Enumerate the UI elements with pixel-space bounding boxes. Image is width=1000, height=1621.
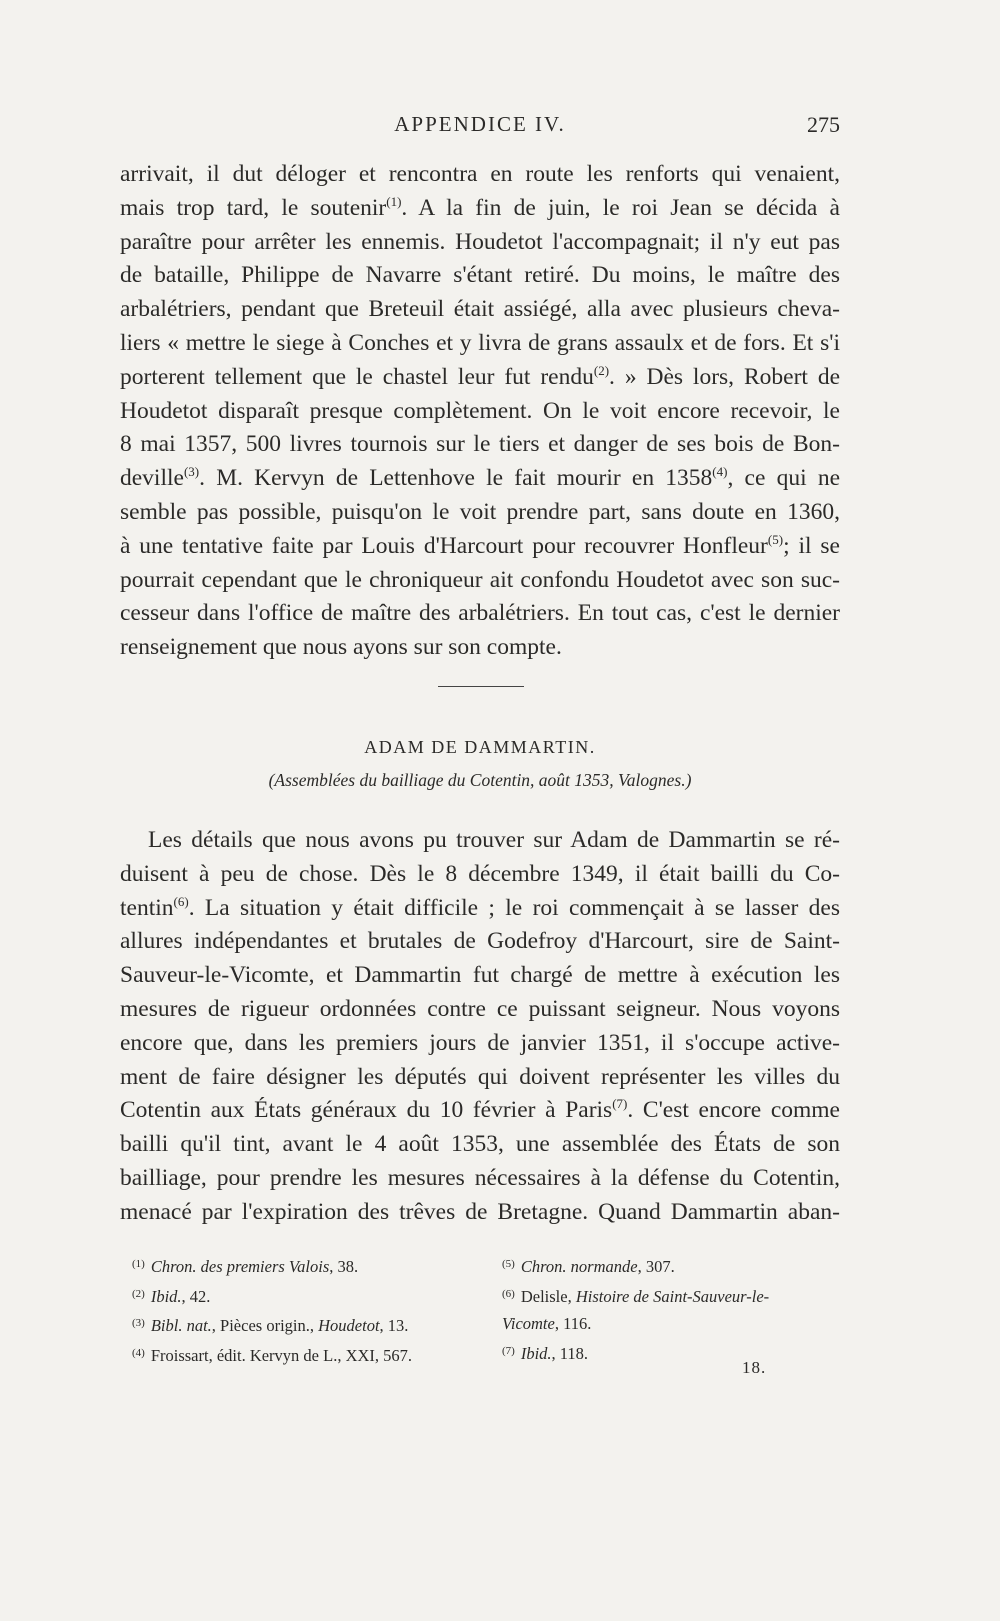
footnote-6-continued: Vicomte, 116. — [502, 1314, 592, 1333]
footnotes-right-column — [502, 1251, 842, 1367]
text-line: semble pas possible, puisqu'on le voit prendre part, sans doute en 1360, — [120, 498, 840, 525]
section-title: ADAM DE DAMMARTIN. — [364, 737, 596, 757]
footnote-2: $^{(2)}$ Ibid., 42. — [132, 1286, 211, 1306]
text-line: Cotentin aux États généraux du 10 février à Paris$^{(7)}$. C'est encore comme — [120, 1096, 840, 1124]
text-line: bailli qu'il tint, avant le 4 août 1353, une assemblée des États de son — [120, 1131, 840, 1158]
section-divider — [438, 686, 524, 687]
footnote-6: $^{(6)}$ Delisle, Histoire de Saint-Sauveur-le- — [502, 1286, 770, 1306]
text-line: mais trop tard, le soutenir$^{(1)}$. A la fin de juin, le roi Jean se décida à — [120, 193, 840, 221]
footnote-5: $^{(5)}$ Chron. normande, 307. — [502, 1257, 675, 1276]
text-line: liers « mettre le siege à Conches et y livra de grans assaulx et de fors. Et s'i — [120, 329, 840, 356]
text-line: duisent à peu de chose. Dès le 8 décembre 1349, il était bailli du Co- — [120, 860, 840, 887]
text-line: allures indépendantes et brutales de Godefroy d'Harcourt, sire de Saint- — [120, 928, 840, 955]
text-line: Les détails que nous avons pu trouver sur Adam de Dammartin se ré- — [148, 827, 840, 853]
footnote-ref: (6) — [173, 893, 189, 909]
text-line: pourrait cependant que le chroniqueur ait confondu Houdetot avec son suc- — [120, 566, 840, 593]
footnote-ref: (7) — [612, 1096, 628, 1112]
text-line: paraître pour arrêter les ennemis. Houdetot l'accompagnait; il n'y eut pas — [120, 228, 840, 255]
text-line: menacé par l'expiration des trêves de Bretagne. Quand Dammartin aban- — [120, 1198, 840, 1225]
text-line: arrivait, il dut déloger et rencontra en route les renforts qui venaient, — [120, 161, 840, 187]
text-line: mesures de rigueur ordonnées contre ce puissant seigneur. Nous voyons — [120, 995, 840, 1022]
running-head — [120, 112, 840, 142]
section-subtitle: (Assemblées du bailliage du Cotentin, août 1353, Valognes.) — [268, 770, 692, 790]
text-line: arbalétriers, pendant que Breteuil était assiégé, alla avec plusieurs cheva- — [120, 296, 840, 323]
running-title: APPENDICE IV. — [394, 112, 566, 136]
text-line: de bataille, Philippe de Navarre s'étant retiré. Du moins, le maître des — [120, 262, 840, 289]
paragraph-dammartin — [120, 824, 840, 1230]
footnote-4: $^{(4)}$ Froissart, édit. Kervyn de L., XXI, 567. — [132, 1345, 413, 1365]
footnote-7: $^{(7)}$ Ibid., 118. — [502, 1343, 589, 1363]
text-line: renseignement que nous ayons sur son compte. — [120, 634, 562, 661]
paragraph-houdetot — [120, 158, 840, 665]
text-line: à une tentative faite par Louis d'Harcourt pour recouvrer Honfleur$^{(5)}$; il se — [120, 531, 840, 559]
footnote-3: $^{(3)}$ Bibl. nat., Pièces origin., Houdetot, 13. — [132, 1316, 409, 1335]
text-line: tentin$^{(6)}$. La situation y était difficile ; le roi commençait à se lasser des — [120, 893, 840, 921]
signature-mark: 18. — [742, 1358, 767, 1377]
text-line: deville$^{(3)}$. M. Kervyn de Lettenhove le fait mourir en 1358$^{(4)}$, ce qui ne — [120, 464, 840, 492]
text-line: cesseur dans l'office de maître des arbalétriers. En tout cas, c'est le dernier — [120, 600, 840, 627]
footnote-1: $^{(1)}$ Chron. des premiers Valois, 38. — [132, 1257, 359, 1276]
footnote-ref: (2) — [593, 362, 610, 378]
text-line: bailliage, pour prendre les mesures nécessaires à la défense du Cotentin, — [120, 1164, 840, 1191]
footnote-ref: (5) — [767, 531, 784, 547]
footnote-ref: (4) — [712, 464, 728, 480]
text-line: Sauveur-le-Vicomte, et Dammartin fut chargé de mettre à exécution les — [120, 962, 840, 989]
footnotes-left-column — [132, 1251, 492, 1369]
footnote-ref: (1) — [386, 193, 402, 209]
text-line: Houdetot disparaît presque complètement. On le voit encore recevoir, le — [120, 397, 840, 424]
text-line: encore que, dans les premiers jours de janvier 1351, il s'occupe active- — [120, 1029, 840, 1056]
text-line: porterent tellement que le chastel leur fut rendu$^{(2)}$. » Dès lors, Robert de — [120, 362, 841, 390]
text-line: 8 mai 1357, 500 livres tournois sur le tiers et danger de ses bois de Bon- — [120, 431, 840, 458]
page-number: 275 — [807, 112, 840, 137]
footnote-ref: (3) — [183, 464, 200, 480]
text-line: ment de faire désigner les députés qui doivent représenter les villes du — [120, 1063, 840, 1090]
